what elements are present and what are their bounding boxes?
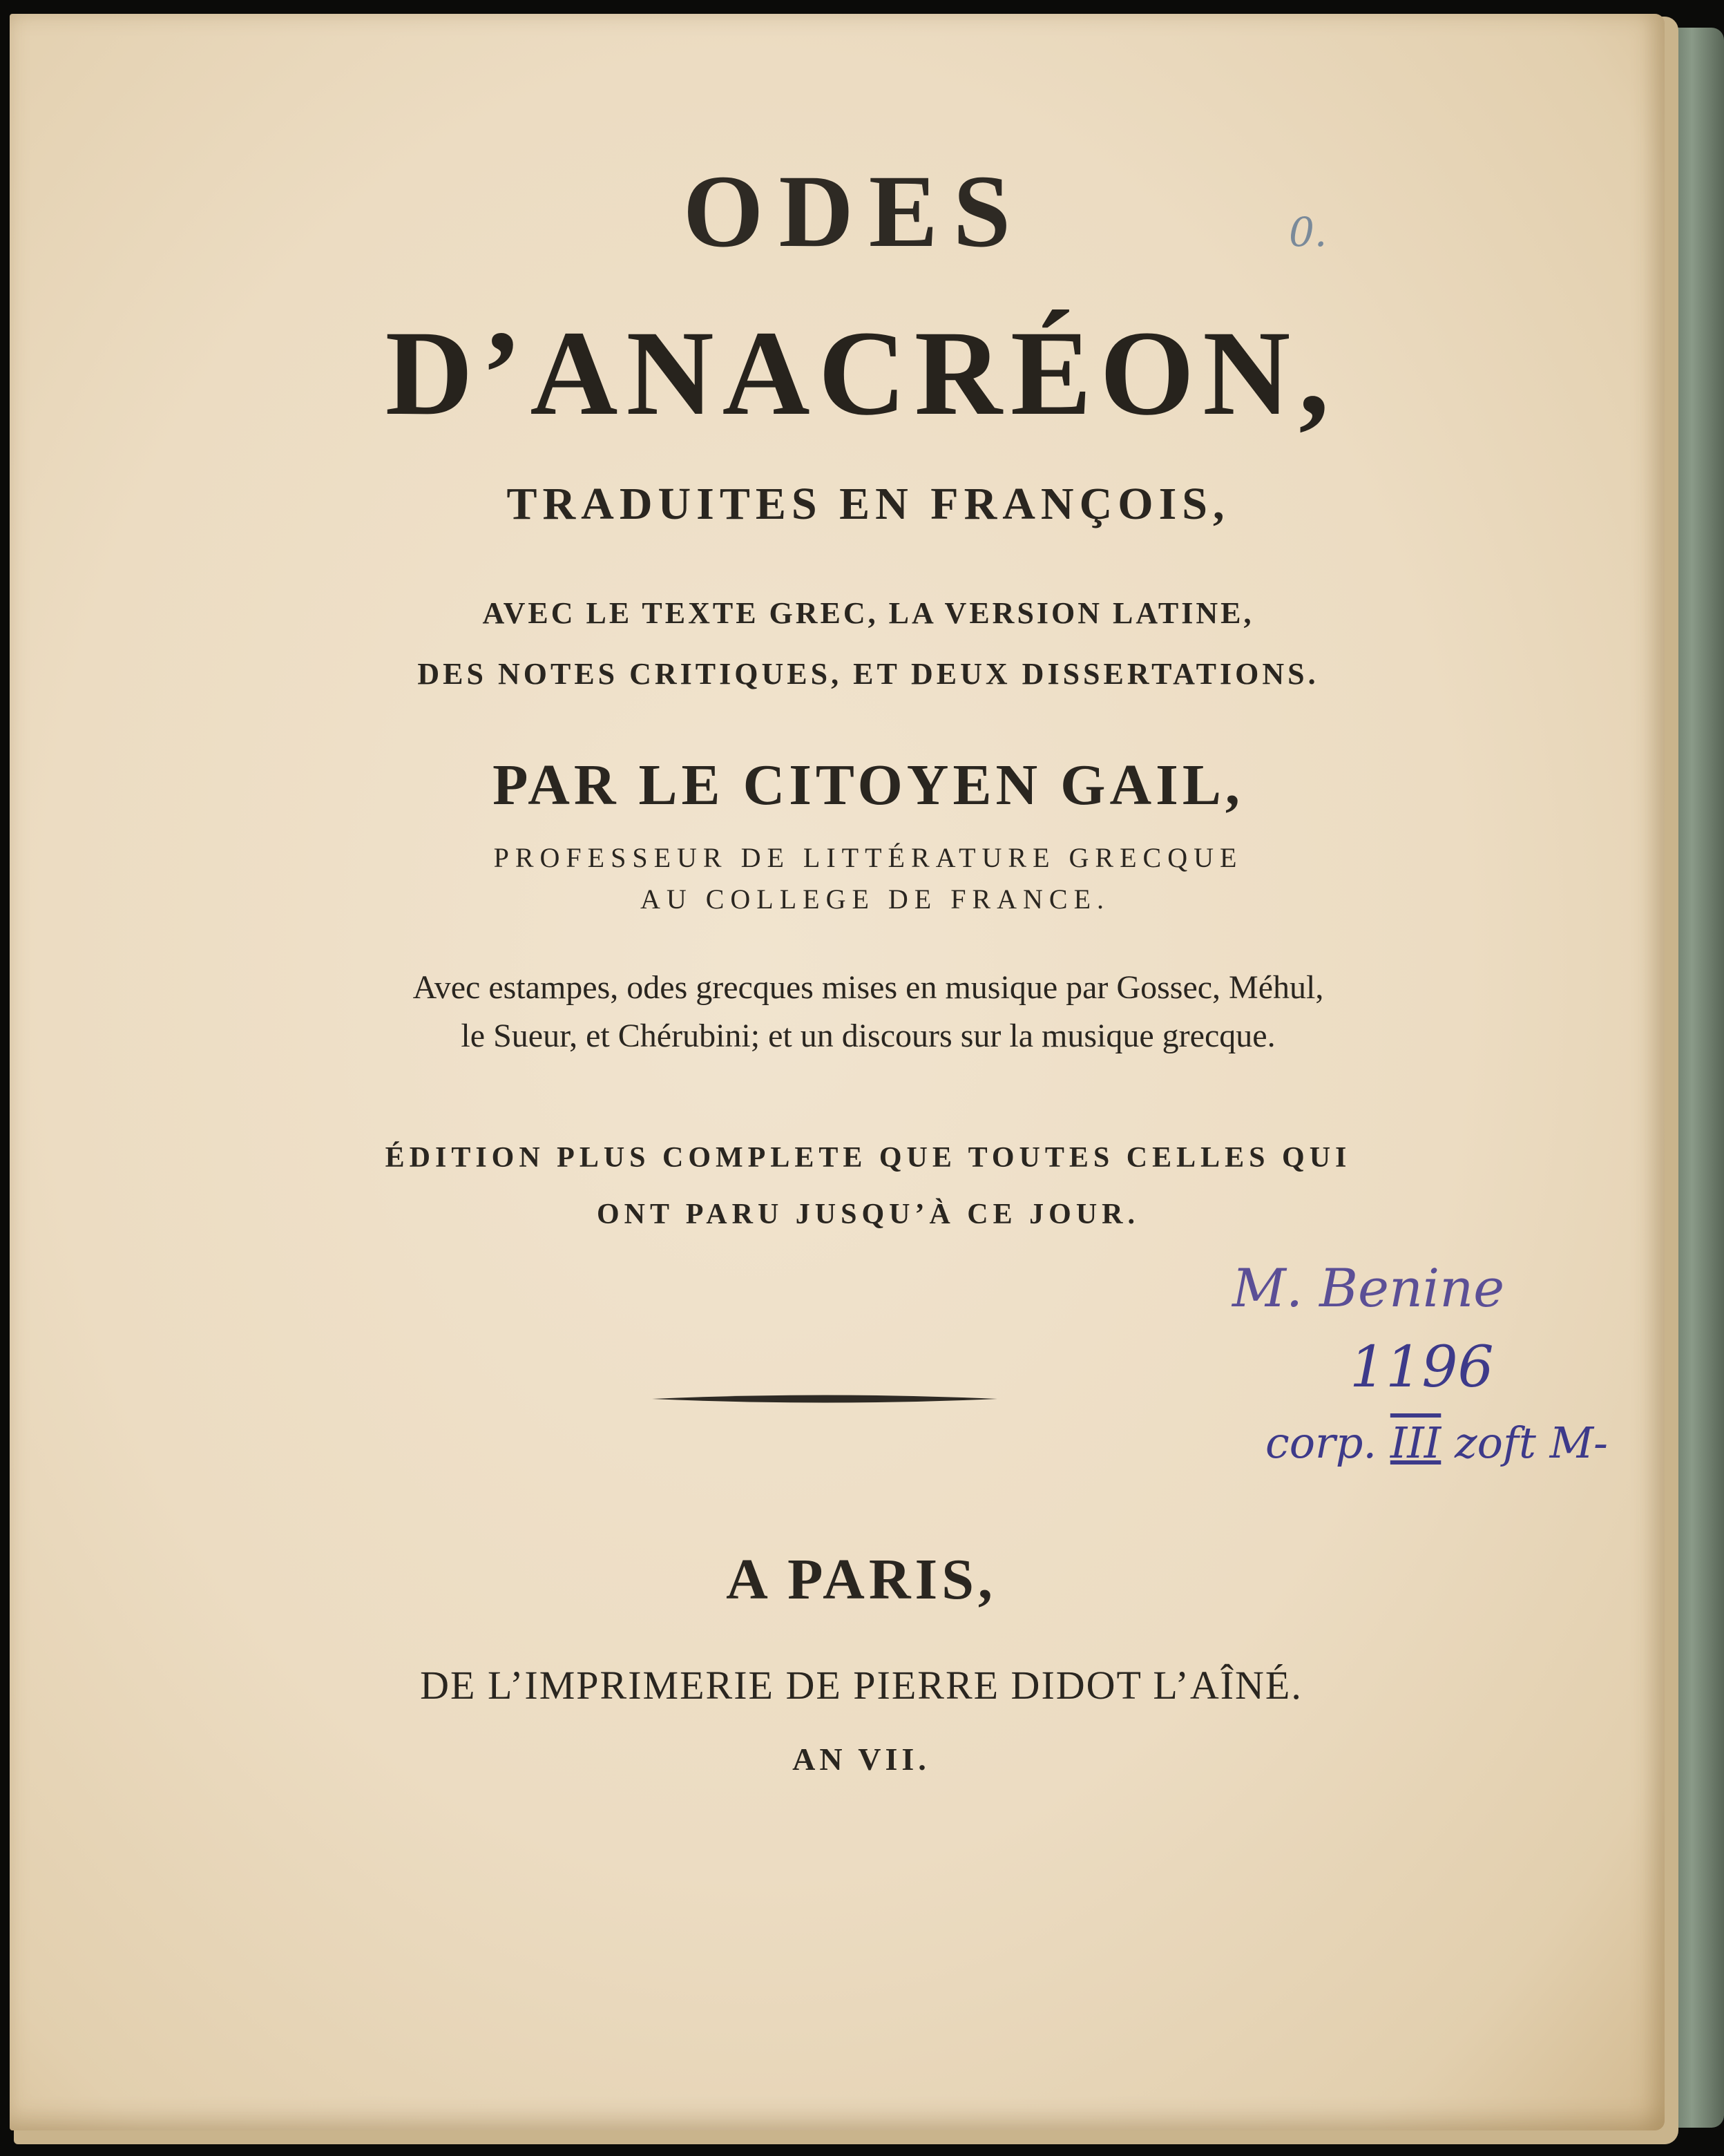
title-line-anacreon: D’ANACRÉON, [385,306,1338,441]
imprint-date: AN VII. [792,1742,930,1777]
edition-line-2: ONT PARU JUSQU’À CE JOUR. [597,1199,1140,1230]
author-line: PAR LE CITOYEN GAIL, [492,753,1244,817]
extras-line-1: Avec estampes, odes grecques mises en musique par Gossec, Méhul, [412,969,1324,1006]
title-page [10,14,1665,2130]
handwritten-name: M. Benine [1232,1257,1505,1319]
handwritten-copy-roman: III [1390,1418,1442,1468]
subtitle-traduites: TRADUITES EN FRANÇOIS, [506,479,1230,529]
title-line-odes: ODES [682,154,1026,269]
handwritten-corner-mark: 0. [1289,209,1328,256]
handwritten-copy-suffix: zoft M- [1455,1418,1609,1468]
extras-line-2: le Sueur, et Chérubini; et un discours sur la musique grecque. [461,1018,1276,1054]
decorative-rule [652,1389,997,1409]
handwritten-number: 1196 [1350,1335,1494,1400]
handwritten-copy-note [1265,1418,1608,1468]
subtitle-notes: DES NOTES CRITIQUES, ET DEUX DISSERTATIONS. [417,657,1319,691]
author-title-2: AU COLLEGE DE FRANCE. [640,884,1111,915]
subtitle-avec-texte: AVEC LE TEXTE GREC, LA VERSION LATINE, [482,596,1254,630]
imprint-printer: DE L’IMPRIMERIE DE PIERRE DIDOT L’AÎNÉ. [420,1663,1303,1708]
author-title-1: PROFESSEUR DE LITTÉRATURE GRECQUE [493,842,1243,873]
edition-line-1: ÉDITION PLUS COMPLETE QUE TOUTES CELLES QUI [385,1142,1352,1174]
imprint-place: A PARIS, [726,1547,997,1612]
handwritten-copy-prefix: corp. [1265,1418,1377,1468]
